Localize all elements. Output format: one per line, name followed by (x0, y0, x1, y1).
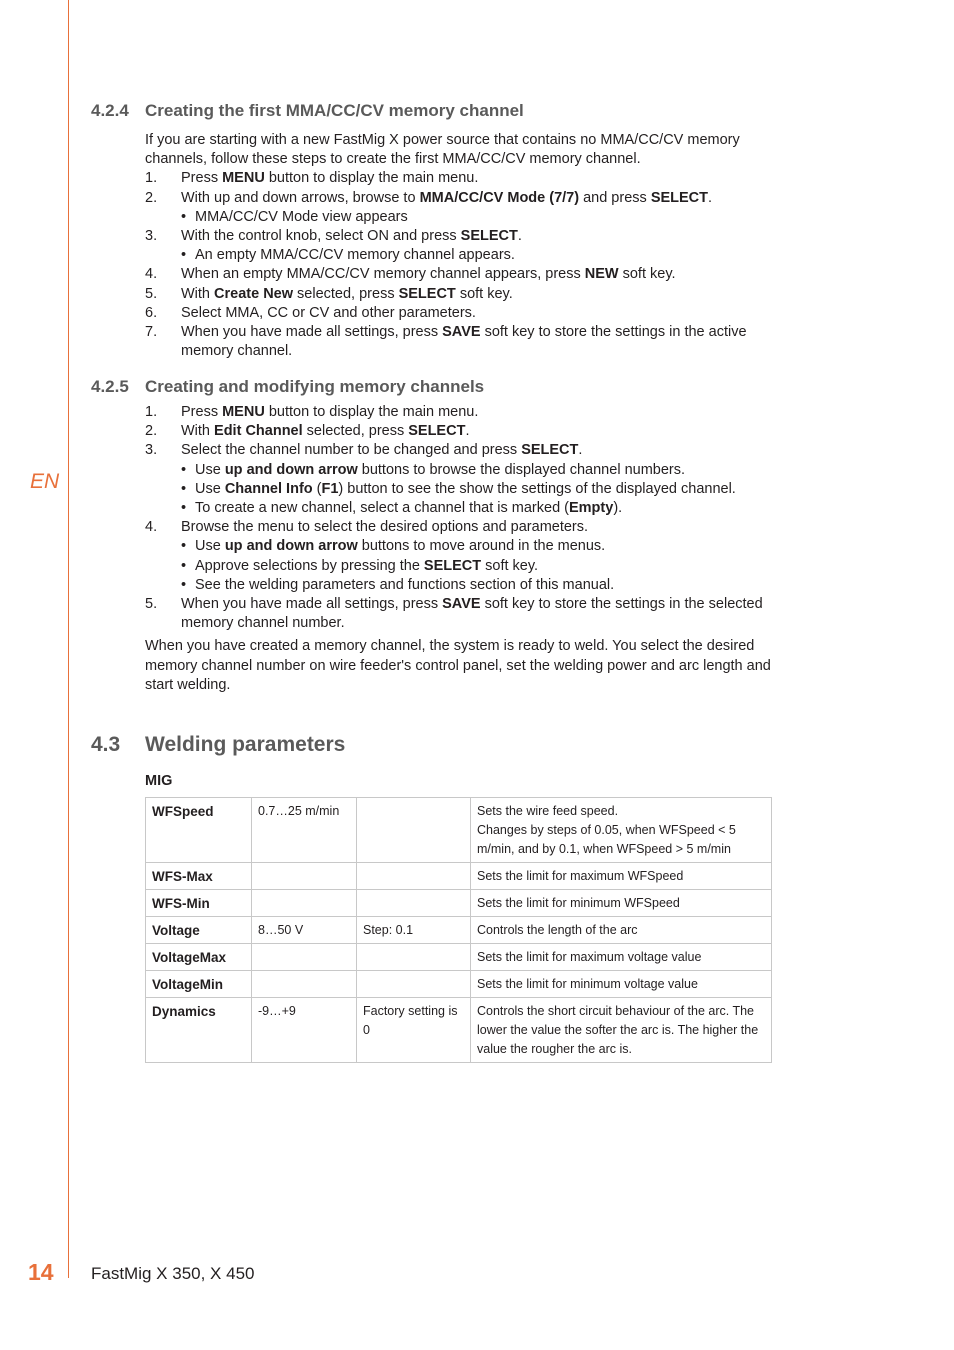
text-run: With (181, 285, 215, 302)
text-run: Select MMA, CC or CV and other parameters. (181, 304, 476, 321)
step-item (145, 304, 785, 323)
text-run: soft key. (618, 266, 676, 283)
step-number: 6. (145, 304, 158, 321)
bullet-text (195, 208, 785, 227)
description-line: Sets the wire feed speed. (477, 804, 619, 818)
bullet-dot-icon: • (181, 208, 187, 225)
step-text (181, 441, 785, 460)
parameter-description-cell (471, 863, 772, 890)
parameter-description-cell (471, 998, 772, 1063)
parameter-description-cell (471, 971, 772, 998)
text-run: . (578, 442, 583, 459)
text-run: Approve selections by pressing the (195, 557, 424, 574)
text-run: ( (312, 480, 322, 497)
table-row (146, 890, 772, 917)
margin-rule (68, 0, 69, 1278)
step-text (181, 403, 785, 422)
step-item (145, 265, 785, 284)
step-item (145, 518, 785, 537)
step-text (181, 304, 785, 323)
bullet-dot-icon: • (181, 480, 187, 497)
parameter-name-cell: WFS-Max (146, 863, 252, 890)
bold-term: MMA/CC/CV Mode (7/7) (419, 189, 580, 206)
parameter-name-cell: VoltageMin (146, 971, 252, 998)
step-item (145, 323, 785, 361)
bullet-text (195, 480, 785, 499)
step-text (181, 422, 785, 441)
bold-term: SELECT (423, 557, 482, 574)
table-subtitle: MIG (145, 773, 173, 789)
text-run: Press (181, 404, 223, 420)
text-run: Use (195, 480, 225, 497)
section-number: 4.2.4 (91, 101, 129, 120)
text-run: With up and down arrows, browse to (181, 189, 420, 206)
bullet-dot-icon: • (181, 247, 187, 264)
parameter-name-cell: Voltage (146, 917, 252, 944)
text-run: ) button to see the show the settings of the displayed channel. (338, 480, 736, 497)
step-number: 4. (145, 266, 158, 283)
parameter-description-cell (471, 798, 772, 863)
text-run: Use (195, 461, 225, 478)
parameter-step-cell: Factory setting is 0 (357, 998, 471, 1063)
section-body-4-2-5 (145, 403, 785, 695)
parameter-step-cell (357, 944, 471, 971)
text-run: soft key to store the settings in the active memory channel. (181, 324, 747, 360)
page-number: 14 (28, 1259, 54, 1285)
bullet-text (195, 499, 785, 518)
step-list (145, 403, 785, 633)
description-line: Changes by steps of 0.05, when WFSpeed < 5 m/min, and by 0.1, when WFSpeed > 5 m/min (477, 823, 736, 856)
parameter-step-cell: Step: 0.1 (357, 917, 471, 944)
outro-paragraph: When you have created a memory channel, the system is ready to weld. You select the desired memory channel number on wire feeder's control panel, set the welding power and arc length and start welding. (145, 638, 771, 693)
table-row (146, 917, 772, 944)
step-item (145, 403, 785, 422)
step-number: 2. (145, 423, 158, 440)
step-text (181, 265, 785, 284)
step-number: 3. (145, 442, 158, 459)
step-item (145, 189, 785, 208)
description-line: Controls the length of the arc (477, 923, 638, 937)
text-run: Browse the menu to select the desired options and parameters. (181, 519, 589, 536)
description-line: Sets the limit for minimum WFSpeed (477, 896, 680, 910)
step-number: 1. (145, 170, 158, 187)
bold-term: SELECT (398, 285, 456, 302)
text-run: When an empty MMA/CC/CV memory channel appears, press (181, 266, 585, 283)
step-number: 4. (145, 519, 158, 536)
step-item (145, 441, 785, 460)
text-run: Select the channel number to be changed and press (181, 442, 522, 459)
step-text (181, 227, 785, 246)
step-number: 7. (145, 324, 158, 341)
table-row (146, 944, 772, 971)
bullet-dot-icon: • (181, 576, 187, 593)
bold-term: SAVE (442, 596, 481, 613)
text-run: and press (579, 189, 651, 206)
text-run: See the welding parameters and functions section of this manual. (195, 576, 615, 593)
text-run: Use (195, 538, 225, 555)
step-text (181, 285, 785, 304)
parameter-step-cell (357, 890, 471, 917)
parameter-range-cell: 0.7…25 m/min (252, 798, 357, 863)
parameter-range-cell (252, 944, 357, 971)
parameter-step-cell (357, 971, 471, 998)
bullet-item (145, 246, 785, 265)
text-run: ). (613, 500, 623, 517)
intro-paragraph: If you are starting with a new FastMig X power source that contains no MMA/CC/CV memory channels, follow these steps to create the first MMA/CC/CV memory channel. (145, 132, 740, 168)
bold-term: SELECT (650, 189, 709, 206)
bullet-item (145, 461, 785, 480)
bullet-text (195, 537, 785, 556)
step-item (145, 595, 785, 633)
text-run: MMA/CC/CV Mode view appears (195, 208, 408, 225)
parameter-name-cell: VoltageMax (146, 944, 252, 971)
step-number: 5. (145, 596, 158, 613)
parameter-name-cell: WFS-Min (146, 890, 252, 917)
section-title: Creating the first MMA/CC/CV memory channel (145, 101, 524, 120)
bullet-dot-icon: • (181, 500, 187, 517)
bullet-item (145, 557, 785, 576)
parameter-step-cell (357, 863, 471, 890)
bullet-item (145, 208, 785, 227)
table-row (146, 863, 772, 890)
bold-term: Channel Info (224, 480, 313, 497)
bold-term: up and down arrow (224, 538, 358, 555)
text-run: buttons to move around in the menus. (357, 538, 606, 555)
bold-term: MENU (222, 404, 265, 420)
text-run: When you have made all settings, press (181, 596, 443, 613)
step-number: 2. (145, 189, 158, 206)
text-run: soft key. (455, 285, 513, 302)
text-run: button to display the main menu. (264, 170, 479, 187)
text-run: . (465, 423, 470, 440)
description-line: Sets the limit for maximum voltage value (477, 950, 702, 964)
step-number: 3. (145, 228, 158, 245)
text-run: . (708, 189, 713, 206)
bold-term: Empty (568, 500, 614, 517)
text-run: buttons to browse the displayed channel numbers. (357, 461, 686, 478)
section-heading-4-3 (91, 733, 345, 757)
bold-term: up and down arrow (224, 461, 358, 478)
step-text (181, 595, 785, 633)
parameter-step-cell (357, 798, 471, 863)
description-line: Sets the limit for maximum WFSpeed (477, 869, 684, 883)
bullet-text (195, 576, 785, 595)
step-list (145, 169, 785, 361)
table-row (146, 798, 772, 863)
text-run: To create a new channel, select a channel that is marked ( (195, 500, 569, 517)
parameter-description-cell (471, 944, 772, 971)
table-row (146, 971, 772, 998)
step-item (145, 227, 785, 246)
language-tab: EN (30, 470, 60, 493)
bullet-item (145, 480, 785, 499)
section-heading-4-2-5 (91, 377, 484, 397)
bullet-dot-icon: • (181, 557, 187, 574)
text-run: When you have made all settings, press (181, 324, 443, 341)
bullet-text (195, 461, 785, 480)
parameter-range-cell (252, 890, 357, 917)
footer-product: FastMig X 350, X 450 (91, 1264, 255, 1283)
parameter-range-cell: -9…+9 (252, 998, 357, 1063)
bold-term: SELECT (521, 442, 579, 459)
step-text (181, 323, 785, 361)
step-text (181, 169, 785, 188)
bullet-text (195, 246, 785, 265)
parameter-name-cell: Dynamics (146, 998, 252, 1063)
text-run: Press (181, 170, 223, 187)
parameter-range-cell (252, 863, 357, 890)
section-title: Welding parameters (145, 733, 346, 756)
parameter-range-cell (252, 971, 357, 998)
text-run: selected, press (302, 423, 409, 440)
section-heading-4-2-4 (91, 101, 524, 121)
bold-term: SELECT (408, 423, 466, 440)
bold-term: MENU (222, 170, 265, 187)
table-row (146, 998, 772, 1063)
text-run: soft key to store the settings in the selected memory channel number. (181, 596, 763, 632)
bold-term: NEW (584, 266, 619, 283)
step-text (181, 518, 785, 537)
bullet-item (145, 499, 785, 518)
text-run: An empty MMA/CC/CV memory channel appears. (195, 247, 515, 264)
text-run: button to display the main menu. (264, 404, 479, 420)
section-body-4-2-4 (145, 131, 785, 361)
bullet-item (145, 576, 785, 595)
bullet-dot-icon: • (181, 538, 187, 555)
step-item (145, 169, 785, 188)
section-number: 4.3 (91, 733, 121, 756)
bold-term: Create New (214, 285, 294, 302)
text-run: With (181, 423, 215, 440)
step-number: 1. (145, 404, 158, 420)
description-line: Controls the short circuit behaviour of the arc. The lower the value the softer the arc is. The higher the value the rougher the arc is. (477, 1004, 759, 1056)
bullet-dot-icon: • (181, 461, 187, 478)
text-run: . (517, 228, 522, 245)
section-title: Creating and modifying memory channels (145, 377, 485, 396)
step-number: 5. (145, 285, 158, 302)
bullet-text (195, 557, 785, 576)
section-number: 4.2.5 (91, 377, 129, 396)
step-text (181, 189, 785, 208)
step-item (145, 422, 785, 441)
bullet-item (145, 537, 785, 556)
text-run: soft key. (481, 557, 539, 574)
parameter-range-cell: 8…50 V (252, 917, 357, 944)
description-line: Sets the limit for minimum voltage value (477, 977, 698, 991)
bold-term: SELECT (460, 228, 518, 245)
text-run: With the control knob, select ON and press (181, 228, 461, 245)
bold-term: SAVE (442, 324, 481, 341)
bold-term: Edit Channel (214, 423, 303, 440)
parameter-name-cell: WFSpeed (146, 798, 252, 863)
parameter-description-cell (471, 917, 772, 944)
text-run: selected, press (293, 285, 399, 302)
step-item (145, 285, 785, 304)
parameter-description-cell (471, 890, 772, 917)
welding-parameters-table (145, 797, 772, 1063)
bold-term: F1 (321, 480, 339, 497)
